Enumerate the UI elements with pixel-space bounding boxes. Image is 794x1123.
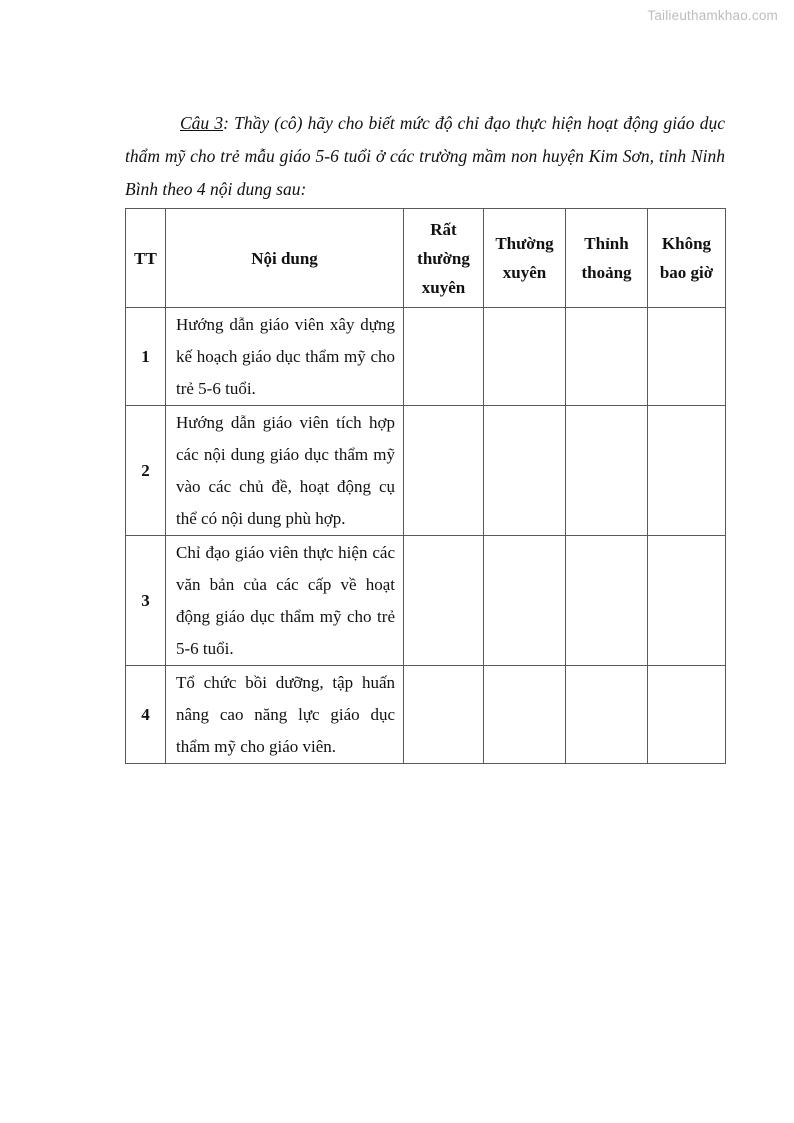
row-content-cell: Hướng dẫn giáo viên xây dựng kế hoạch giáo dục thẩm mỹ cho trẻ 5-6 tuổi. [166, 308, 404, 406]
table-row [126, 406, 726, 536]
answer-cell-rat-thuong-xuyen [404, 406, 484, 536]
row-number-cell: 2 [126, 406, 166, 536]
question-paragraph [125, 107, 725, 206]
answer-cell-khong-bao-gio [648, 536, 726, 666]
answer-cell-khong-bao-gio [648, 666, 726, 764]
table-row [126, 308, 726, 406]
row-number-cell: 3 [126, 536, 166, 666]
question-label: Câu 3 [180, 113, 224, 133]
answer-cell-thinh-thoang [566, 536, 648, 666]
header-cell-tt: TT [126, 209, 166, 308]
header-cell-thuong-xuyen: Thường xuyên [484, 209, 566, 308]
header-cell-khong-bao-gio: Không bao giờ [648, 209, 726, 308]
answer-cell-thinh-thoang [566, 308, 648, 406]
header-cell-rat-thuong-xuyen: Rất thường xuyên [404, 209, 484, 308]
answer-cell-khong-bao-gio [648, 406, 726, 536]
row-number-cell: 4 [126, 666, 166, 764]
watermark-text: Tailieuthamkhao.com [647, 8, 778, 23]
answer-cell-thinh-thoang [566, 406, 648, 536]
answer-cell-thuong-xuyen [484, 406, 566, 536]
answer-cell-thuong-xuyen [484, 536, 566, 666]
row-content-cell: Tổ chức bồi dưỡng, tập huấn nâng cao năng lực giáo dục thẩm mỹ cho giáo viên. [166, 666, 404, 764]
table-header-row [126, 209, 726, 308]
question-text: : Thầy (cô) hãy cho biết mức độ chỉ đạo thực hiện hoạt động giáo dục thẩm mỹ cho trẻ mẫu giáo 5-6 tuổi ở các trường mầm non huyện Kim Sơn, tỉnh Ninh Bình theo 4 nội dung sau: [125, 113, 725, 199]
answer-cell-thuong-xuyen [484, 666, 566, 764]
header-cell-thinh-thoang: Thỉnh thoảng [566, 209, 648, 308]
answer-cell-rat-thuong-xuyen [404, 536, 484, 666]
answer-cell-rat-thuong-xuyen [404, 666, 484, 764]
row-content-cell: Chỉ đạo giáo viên thực hiện các văn bản của các cấp về hoạt động giáo dục thẩm mỹ cho trẻ 5-6 tuổi. [166, 536, 404, 666]
table-row [126, 666, 726, 764]
header-cell-noi-dung: Nội dung [166, 209, 404, 308]
answer-cell-thuong-xuyen [484, 308, 566, 406]
row-number-cell: 1 [126, 308, 166, 406]
answer-cell-khong-bao-gio [648, 308, 726, 406]
survey-table [125, 208, 726, 764]
answer-cell-rat-thuong-xuyen [404, 308, 484, 406]
table-row [126, 536, 726, 666]
row-content-cell: Hướng dẫn giáo viên tích hợp các nội dung giáo dục thẩm mỹ vào các chủ đề, hoạt động cụ thể có nội dung phù hợp. [166, 406, 404, 536]
answer-cell-thinh-thoang [566, 666, 648, 764]
